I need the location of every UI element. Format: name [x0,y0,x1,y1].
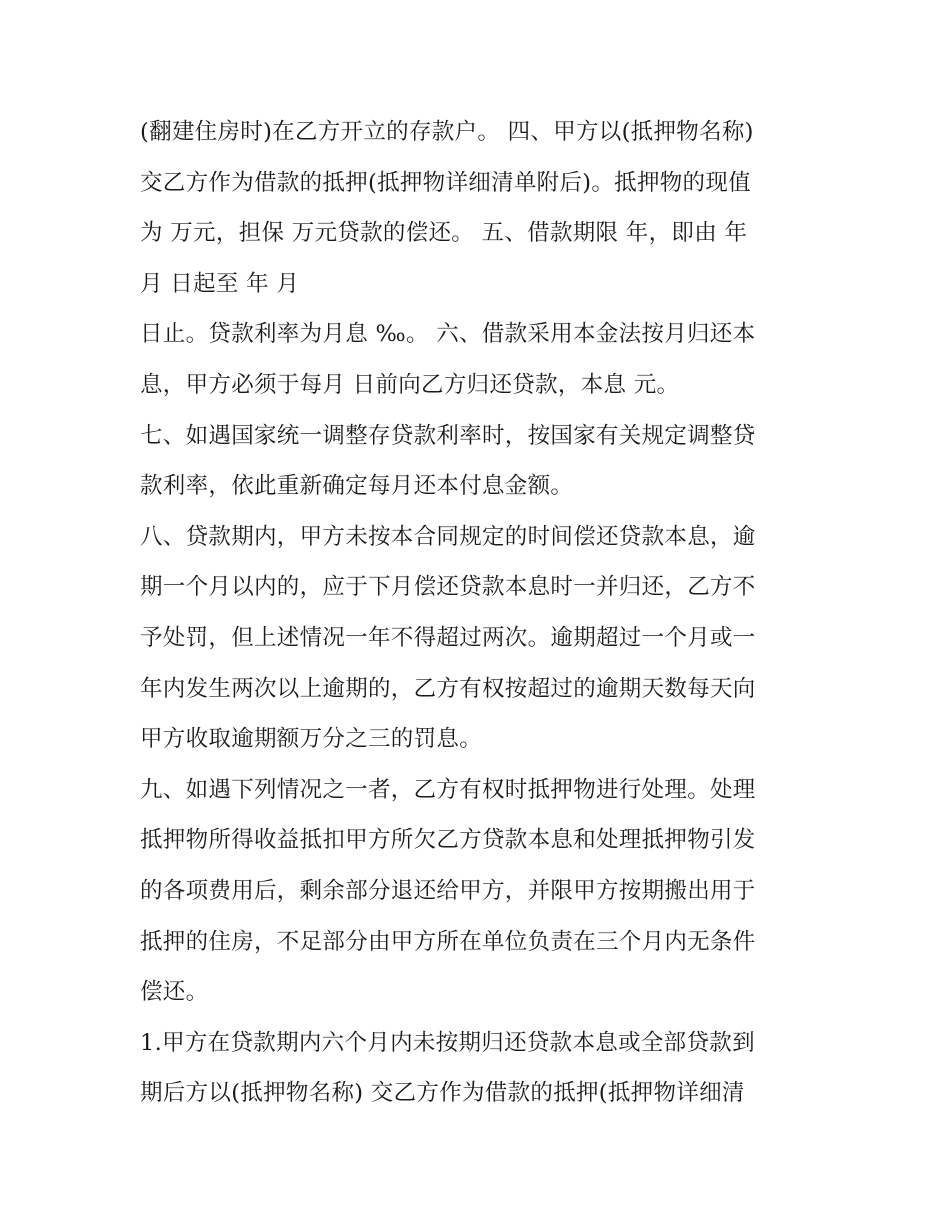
text-line: 偿还。 [140,979,209,1006]
text-line: (翻建住房时)在乙方开立的存款户。 四、甲方以(抵押物名称) [140,119,754,145]
text-line: 日止。贷款利率为月息 ‰。 六、借款采用本金法按月归还本 [140,321,756,348]
text-line: 款利率，依此重新确定每月还本付息金额。 [140,473,574,500]
text-line: 的各项费用后，剩余部分退还给甲方，并限甲方按期搬出用于 [140,877,756,904]
text-line: 期一个月以内的，应于下月偿还贷款本息时一并归还，乙方不 [140,574,756,601]
text-line: 息，甲方必须于每月 日前向乙方归还贷款，本息 元。 [140,371,680,398]
text-line: 为 万元，担保 万元贷款的偿还。 五、借款期限 年，即由 年 [140,220,748,247]
text-line: 抵押的住房，不足部分由甲方所在单位负责在三个月内无条件 [140,928,756,955]
text-line: 八、贷款期内，甲方未按本合同规定的时间偿还贷款本息，逾 [140,523,756,550]
text-line: 期后方以(抵押物名称) 交乙方作为借款的抵押(抵押物详细清 [140,1080,745,1107]
text-line: 七、如遇国家统一调整存贷款利率时，按国家有关规定调整贷 [140,422,756,449]
document-page [140,107,820,1119]
text-line: 月 日起至 年 月 [140,270,300,297]
text-line: 1.甲方在贷款期内六个月内未按期归还贷款本息或全部贷款到 [140,1029,755,1056]
text-line: 交乙方作为借款的抵押(抵押物详细清单附后)。抵押物的现值 [140,169,751,196]
text-line: 抵押物所得收益抵扣甲方所欠乙方贷款本息和处理抵押物引发 [140,827,756,854]
text-line: 年内发生两次以上逾期的，乙方有权按超过的逾期天数每天向 [140,675,756,702]
text-line: 甲方收取逾期额万分之三的罚息。 [140,726,483,753]
text-line: 九、如遇下列情况之一者，乙方有权时抵押物进行处理。处理 [140,776,756,803]
text-line: 予处罚，但上述情况一年不得超过两次。逾期超过一个月或一 [140,624,756,651]
